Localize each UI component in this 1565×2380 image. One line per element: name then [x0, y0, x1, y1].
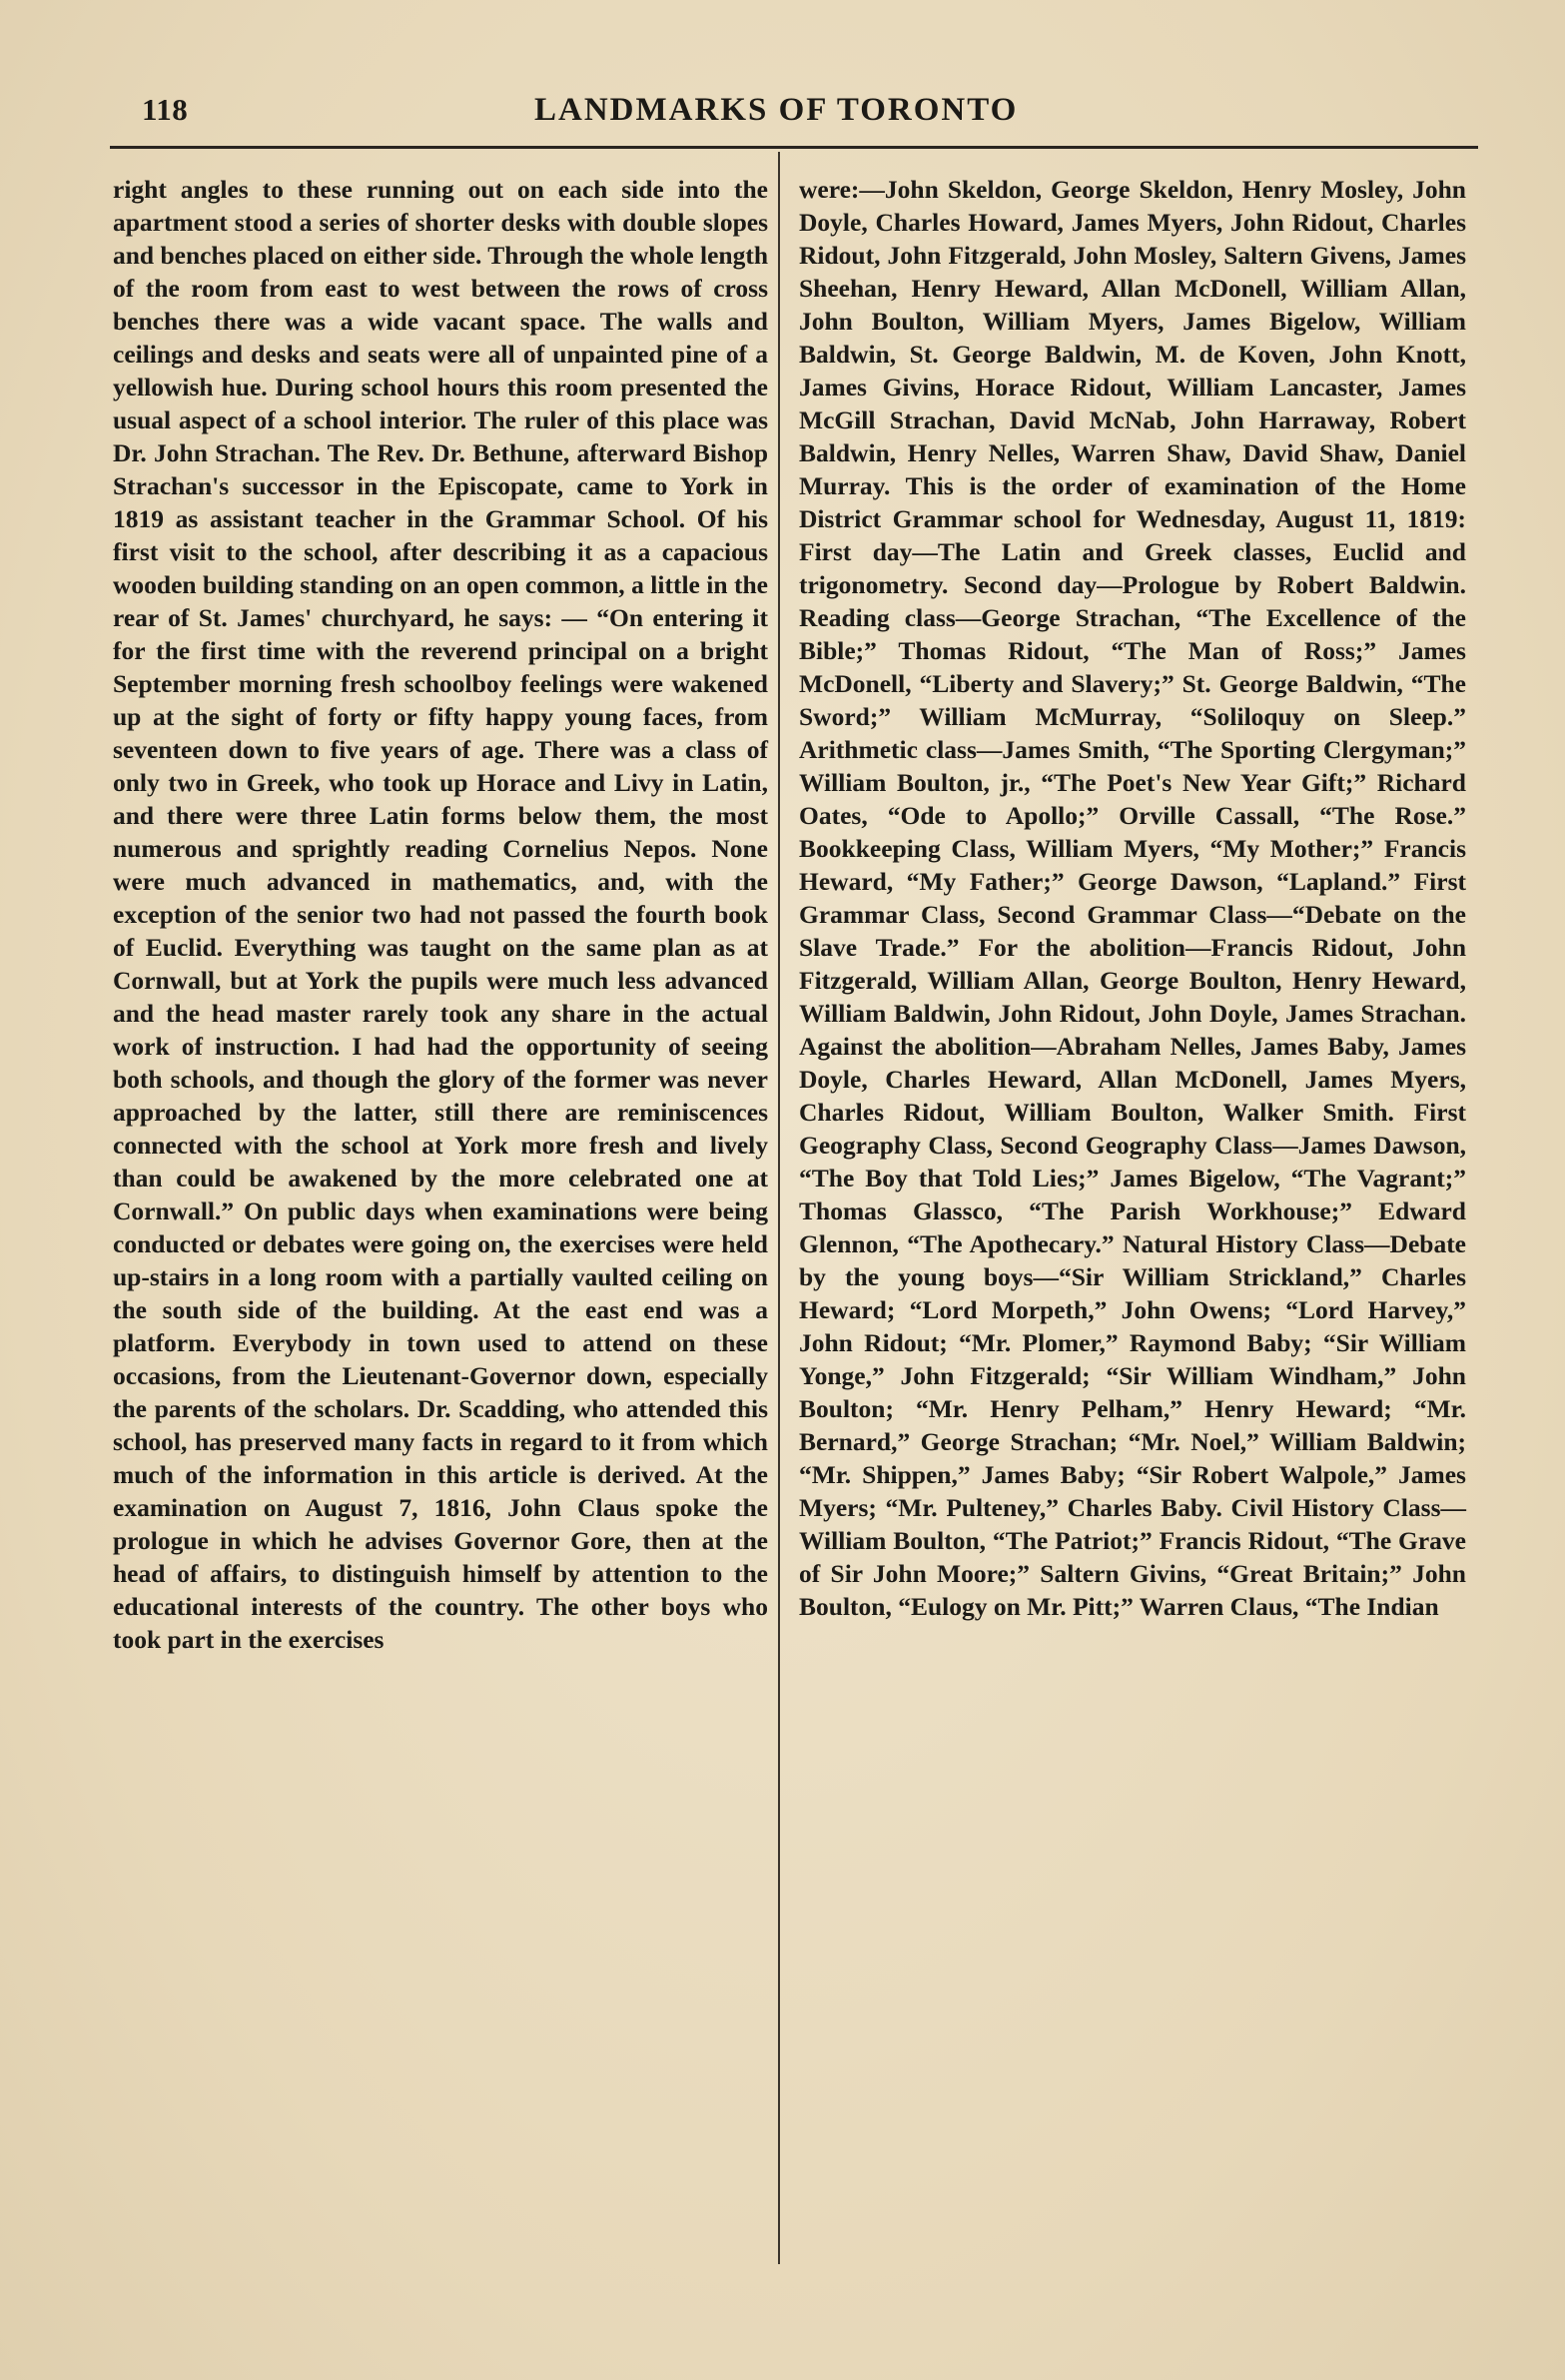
right-column-text: were:—John Skeldon, George Skeldon, Henry Mosley, John Doyle, Charles Howard, James Myers, John Ridout, Charles Ridout, John Fitzgerald, John Mosley, Saltern Givens, James Sheehan, Henry Heward, Allan McDonell, William Allan, John Boulton, William Myers, James Bigelow, William Baldwin, St. George Baldwin, M. de Koven, John Knott, James Givins, Horace Ridout, William Lancaster, James McGill Strachan, David McNab, John Harraway, Robert Baldwin, Henry Nelles, Warren Shaw, David Shaw, Daniel Murray. This is the order of examination of the Home District Grammar school for Wednesday, August 11, 1819: First day—The Latin and Greek classes, Euclid and trigonometry. Second day—Prologue by Robert Baldwin. Reading class—George Strachan, “The Excellence of the Bible;” Thomas Ridout, “The Man of Ross;” James McDonell, “Liberty and Slavery;” St. George Baldwin, “The Sword;” William McMurray, “Soliloquy on Sleep.” Arithmetic class—James Smith, “The Sporting Clergyman;” William Boulton, jr., “The Poet's New Year Gift;” Richard Oates, “Ode to Apollo;” Orville Cassall, “The Rose.” Bookkeeping Class, William Myers, “My Mother;” Francis Heward, “My Father;” George Dawson, “Lapland.” First Grammar Class, Second Grammar Class—“Debate on the Slave Trade.” For the abolition—Francis Ridout, John Fitzgerald, William Allan, George Boulton, Henry Heward, William Baldwin, John Ridout, John Doyle, James Strachan. Against the abolition—Abraham Nelles, James Baby, James Doyle, Charles Heward, Allan McDonell, James Myers, Charles Ridout, William Boulton, Walker Smith. First Geography Class, Second Geography Class—James Dawson, “The Boy that Told Lies;” James Bigelow, “The Vagrant;” Thomas Glassco, “The Parish Workhouse;” Edward Glennon, “The Apothecary.” Natural History Class—Debate by the young boys—“Sir William Strickland,” Charles Heward; “Lord Morpeth,” John Owens; “Lord Harvey,” John Ridout; “Mr. Plomer,” Raymond Baby; “Sir William Yonge,” John Fitzgerald; “Sir William Windham,” John Boulton; “Mr. Henry Pelham,” Henry Heward; “Mr. Bernard,” George Strachan; “Mr. Noel,” William Baldwin; “Mr. Shippen,” James Baby; “Sir Robert Walpole,” James Myers; “Mr. Pulteney,” Charles Baby. Civil History Class—William Boulton, “The Patriot;” Francis Ridout, “The Grave of Sir John Moore;” Saltern Givins, “Great Britain;” John Boulton, “Eulogy on Mr. Pitt;” Warren Claus, “The Indian	[799, 175, 1466, 1621]
header-rule	[110, 146, 1478, 149]
right-column	[799, 173, 1466, 1623]
page-number: 118	[142, 92, 189, 127]
left-column	[113, 173, 768, 1656]
left-column-text: right angles to these running out on each side into the apartment stood a series of shorter desks with double slopes and benches placed on either side. Through the whole length of the room from east to west between the rows of cross benches there was a wide vacant space. The walls and ceilings and desks and seats were all of unpainted pine of a yellowish hue. During school hours this room presented the usual aspect of a school interior. The ruler of this place was Dr. John Strachan. The Rev. Dr. Bethune, afterward Bishop Strachan's successor in the Episcopate, came to York in 1819 as assistant teacher in the Grammar School. Of his first visit to the school, after describing it as a capacious wooden building standing on an open common, a little in the rear of St. James' churchyard, he says: — “On entering it for the first time with the reverend principal on a bright September morning fresh schoolboy feelings were wakened up at the sight of forty or fifty happy young faces, from seventeen down to five years of age. There was a class of only two in Greek, who took up Horace and Livy in Latin, and there were three Latin forms below them, the most numerous and sprightly reading Cornelius Nepos. None were much advanced in mathematics, and, with the exception of the senior two had not passed the fourth book of Euclid. Everything was taught on the same plan as at Cornwall, but at York the pupils were much less advanced and the head master rarely took any share in the actual work of instruction. I had had the opportunity of seeing both schools, and though the glory of the former was never approached by the latter, still there are reminiscences connected with the school at York more fresh and lively than could be awakened by the more celebrated one at Cornwall.” On public days when examinations were being conducted or debates were going on, the exercises were held up-stairs in a long room with a partially vaulted ceiling on the south side of the building. At the east end was a platform. Everybody in town used to attend on these occasions, from the Lieutenant-Governor down, especially the parents of the scholars. Dr. Scadding, who attended this school, has preserved many facts in regard to it from which much of the information in this article is derived. At the examination on August 7, 1816, John Claus spoke the prologue in which he advises Governor Gore, then at the head of affairs, to distinguish himself by attention to the educational interests of the country. The other boys who took part in the exercises	[113, 175, 769, 1654]
column-divider	[778, 152, 780, 2264]
page-header	[110, 92, 1468, 142]
running-head: LANDMARKS OF TORONTO	[534, 92, 1019, 128]
